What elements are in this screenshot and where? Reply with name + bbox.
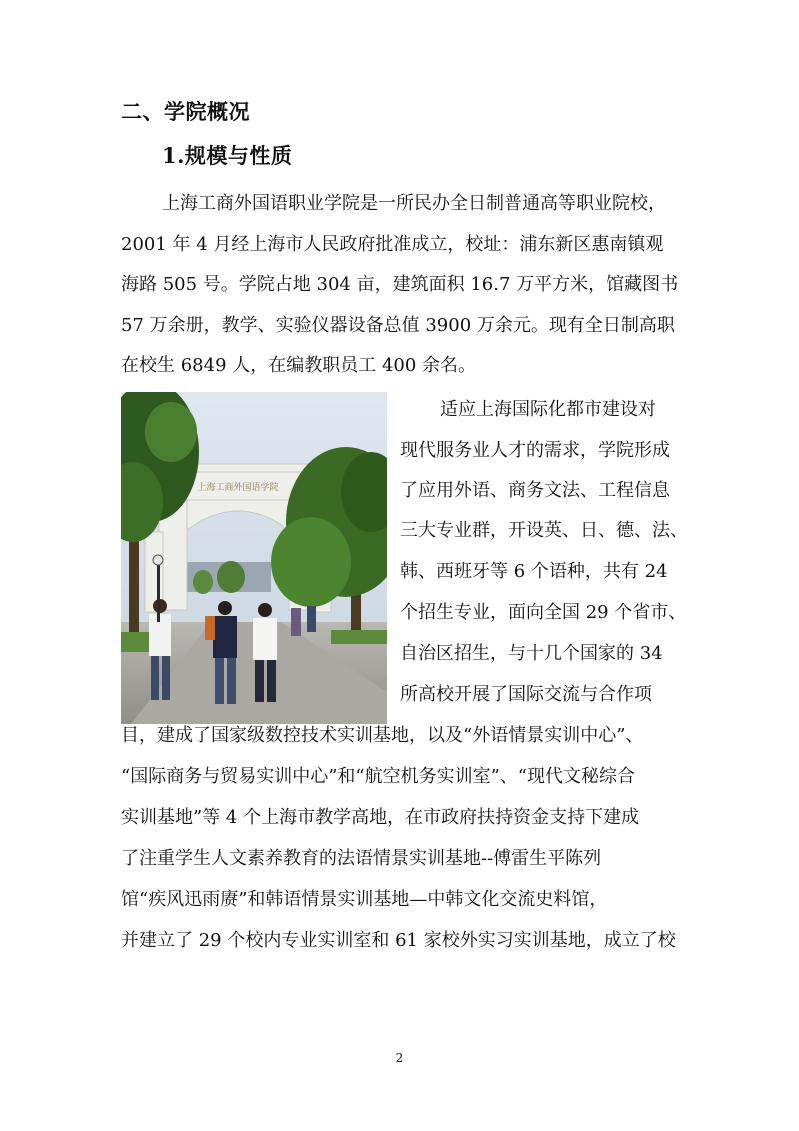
body-line: 韩、西班牙等 6 个语种，共有 24	[400, 561, 668, 582]
subsection-heading: 1.规模与性质	[162, 143, 293, 168]
section-heading: 二、学院概况	[121, 99, 250, 124]
body-line: 适应上海国际化都市建设对	[440, 399, 656, 420]
body-line: 所高校开展了国际交流与合作项	[400, 684, 652, 705]
body-line: 实训基地”等 4 个上海市教学高地，在市政府扶持资金支持下建成	[121, 807, 640, 828]
body-line: 三大专业群，开设英、日、德、法、	[400, 520, 688, 541]
body-line: 在校生 6849 人，在编教职员工 400 余名。	[121, 355, 477, 376]
body-line: 了应用外语、商务文法、工程信息	[400, 480, 670, 501]
body-line: 57 万余册，教学、实验仪器设备总值 3900 万余元。现有全日制高职	[121, 315, 675, 336]
body-line: 目，建成了国家级数控技术实训基地，以及“外语情景实训中心”、	[121, 725, 644, 746]
body-line: 自治区招生，与十几个国家的 34	[400, 643, 663, 664]
body-line: 个招生专业，面向全国 29 个省市、	[400, 602, 687, 623]
page-number: 2	[395, 1051, 404, 1065]
body-line: 并建立了 29 个校内专业实训室和 61 家校外实习实训基地，成立了校	[121, 930, 676, 951]
body-line: “国际商务与贸易实训中心”和“航空机务实训室”、“现代文秘综合	[121, 766, 636, 787]
body-line: 馆“疾风迅雨赓”和韩语情景实训基地—中韩文化交流史料馆，	[121, 889, 608, 910]
body-line: 了注重学生人文素养教育的法语情景实训基地--傅雷生平陈列	[121, 848, 602, 869]
body-line: 2001 年 4 月经上海市人民政府批准成立，校址：浦东新区惠南镇观	[121, 234, 664, 255]
body-line: 海路 505 号。学院占地 304 亩，建筑面积 16.7 万平方米，馆藏图书	[121, 274, 679, 295]
campus-gate-photo	[121, 392, 387, 724]
body-line: 现代服务业人才的需求，学院形成	[400, 440, 670, 461]
body-line: 上海工商外国语职业学院是一所民办全日制普通高等职业院校，	[162, 193, 666, 214]
gate-inscription: 上海工商外国语学院	[197, 483, 279, 493]
